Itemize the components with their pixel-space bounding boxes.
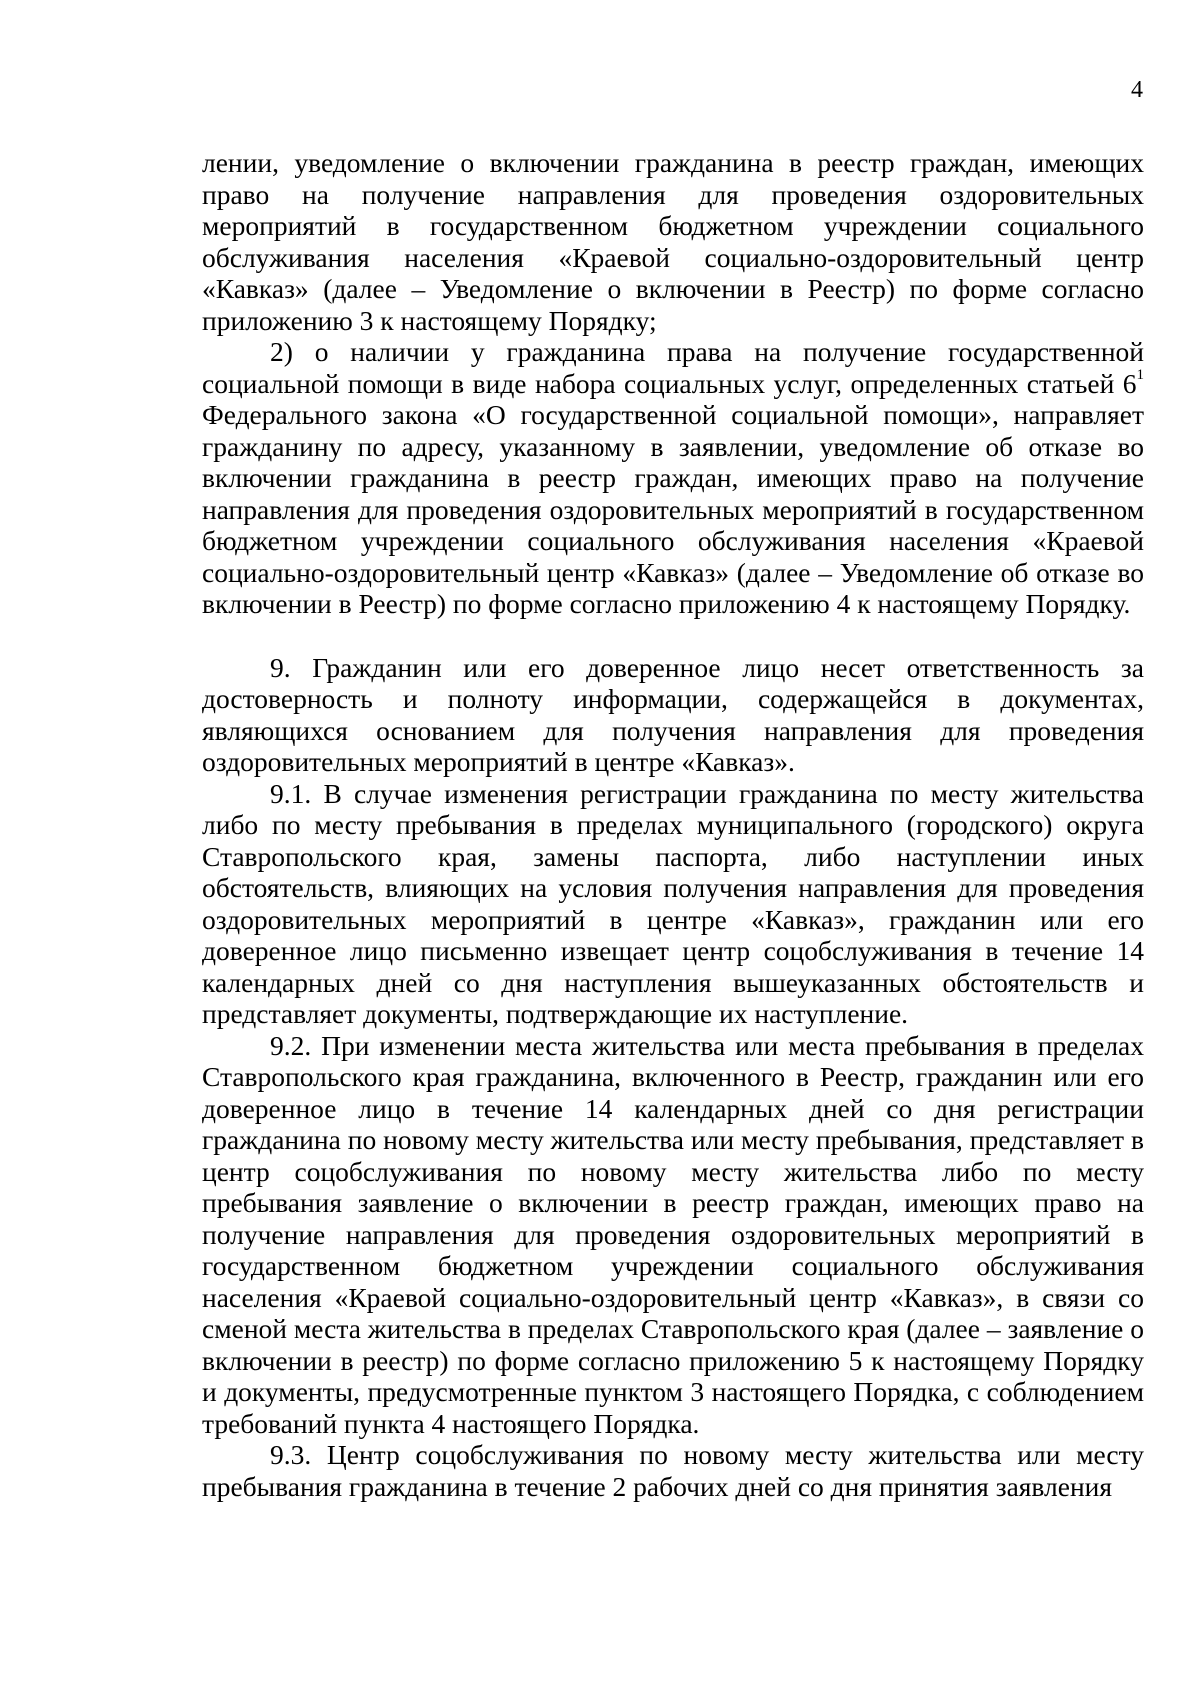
paragraph-9-2: 9.2. При изменении места жительства или места пребывания в пределах Ставропольского края гражданина, включенного в Реестр, гражданин или его доверенное лицо в течение 14 календарных дней со дня регистрации гражданина по новому месту жительства или месту пребывания, представляет в центр соцобслуживания по новому месту жительства либо по месту пребывания заявление о включении в реестр граждан, имеющих право на получение направления для проведения оздоровительных мероприятий в государственном бюджетном учреждении социального обслуживания населения «Краевой социально-оздоровительный центр «Кавказ», в связи со сменой места жительства в пределах Ставропольского края (далее – заявление о включении в реестр) по форме согласно приложению 5 к настоящему Порядку и документы, предусмотренные пунктом 3 настоящего Порядка, с соблюдением требований пункта 4 настоящего Порядка. <box>202 1029 1144 1439</box>
article-superscript: 1 <box>1136 367 1144 384</box>
paragraph-9: 9. Гражданин или его доверенное лицо несет ответственность за достоверность и полноту информации, содержащейся в документах, являющихся основанием для получения направления для проведения оздоровительных мероприятий в центре «Кавказ». <box>202 651 1144 777</box>
document-body <box>202 147 1144 1502</box>
paragraph-item-2-text-start: 2) о наличии у гражданина права на получение государственной социальной помощи в виде набора социальных услуг, определенных статьей 6 <box>202 336 1144 399</box>
paragraph-item-2 <box>202 336 1144 620</box>
paragraph-9-1: 9.1. В случае изменения регистрации гражданина по месту жительства либо по месту пребывания в пределах муниципального (городского) округа Ставропольского края, замены паспорта, либо наступлении иных обстоятельств, влияющих на условия получения направления для проведения оздоровительных мероприятий в центре «Кавказ», гражданин или его доверенное лицо письменно извещает центр соцобслуживания в течение 14 календарных дней со дня наступления вышеуказанных обстоятельств и представляет документы, подтверждающие их наступление. <box>202 777 1144 1029</box>
paragraph-9-3: 9.3. Центр соцобслуживания по новому месту жительства или месту пребывания гражданина в течение 2 рабочих дней со дня принятия заявления <box>202 1439 1144 1502</box>
page-number: 4 <box>1131 77 1143 103</box>
paragraph-continuation: лении, уведомление о включении гражданина в реестр граждан, имеющих право на получение направления для проведения оздоровительных мероприятий в государственном бюджетном учреждении социального обслуживания населения «Краевой социально-оздоровительный центр «Кавказ» (далее – Уведомление о включении в Реестр) по форме согласно приложению 3 к настоящему Порядку; <box>202 147 1144 336</box>
paragraph-item-2-text-end: Федерального закона «О государственной социальной помощи», направляет гражданину по адресу, указанному в заявлении, уведомление об отказе во включении гражданина в реестр граждан, имеющих право на получение направления для проведения оздоровительных мероприятий в государственном бюджетном учреждении социального обслуживания населения «Краевой социально-оздоровительный центр «Кавказ» (далее – Уведомление об отказе во включении в Реестр) по форме согласно приложению 4 к настоящему Порядку. <box>202 399 1144 619</box>
